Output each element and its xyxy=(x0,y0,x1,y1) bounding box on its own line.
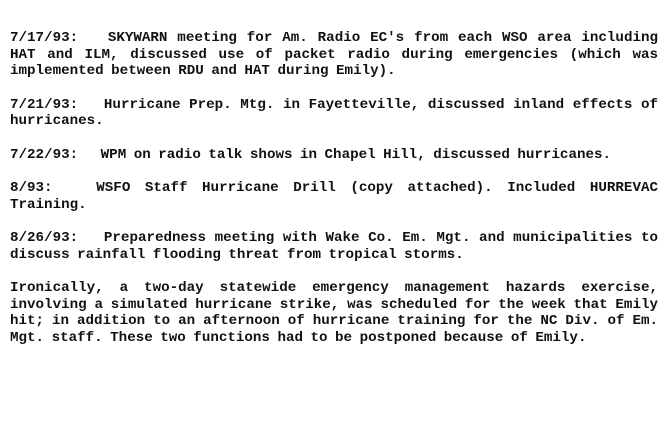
entry-text: WPM on radio talk shows in Chapel Hill, discussed hurricanes. xyxy=(100,146,612,163)
entry-text: SKYWARN meeting for Am. Radio EC's from each WSO area including HAT and ILM, discussed use of packet radio during emergencies (which was implemented between RDU and HAT during Emily). xyxy=(10,30,658,79)
entry-text: Hurricane Prep. Mtg. in Fayetteville, discussed inland effects of hurricanes. xyxy=(10,96,658,129)
entry-7-17-93 xyxy=(10,30,658,80)
entry-8-93 xyxy=(10,180,658,213)
entry-date: 7/22/93: xyxy=(10,146,79,163)
entry-7-22-93 xyxy=(10,147,658,164)
entry-text: WSFO Staff Hurricane Drill (copy attached). Included HURREVAC Training. xyxy=(10,180,658,213)
document-page xyxy=(10,30,658,346)
entry-7-21-93 xyxy=(10,97,658,130)
entry-date: 8/26/93: xyxy=(10,230,79,246)
entry-date: 7/21/93: xyxy=(10,96,79,113)
entry-8-26-93 xyxy=(10,230,658,263)
entry-date: 8/93: xyxy=(10,180,53,196)
entry-text: Preparedness meeting with Wake Co. Em. Mgt. and municipalities to discuss rainfall flooding threat from tropical storms. xyxy=(10,230,659,263)
closing-paragraph: Ironically, a two-day statewide emergency management hazards exercise, involving a simulated hurricane strike, was scheduled for the week that Emily hit; in addition to an afternoon of hurricane training for the NC Div. of Em. Mgt. staff. These two functions had to be postponed because of Emily. xyxy=(10,280,658,346)
entry-date: 7/17/93: xyxy=(10,30,79,46)
